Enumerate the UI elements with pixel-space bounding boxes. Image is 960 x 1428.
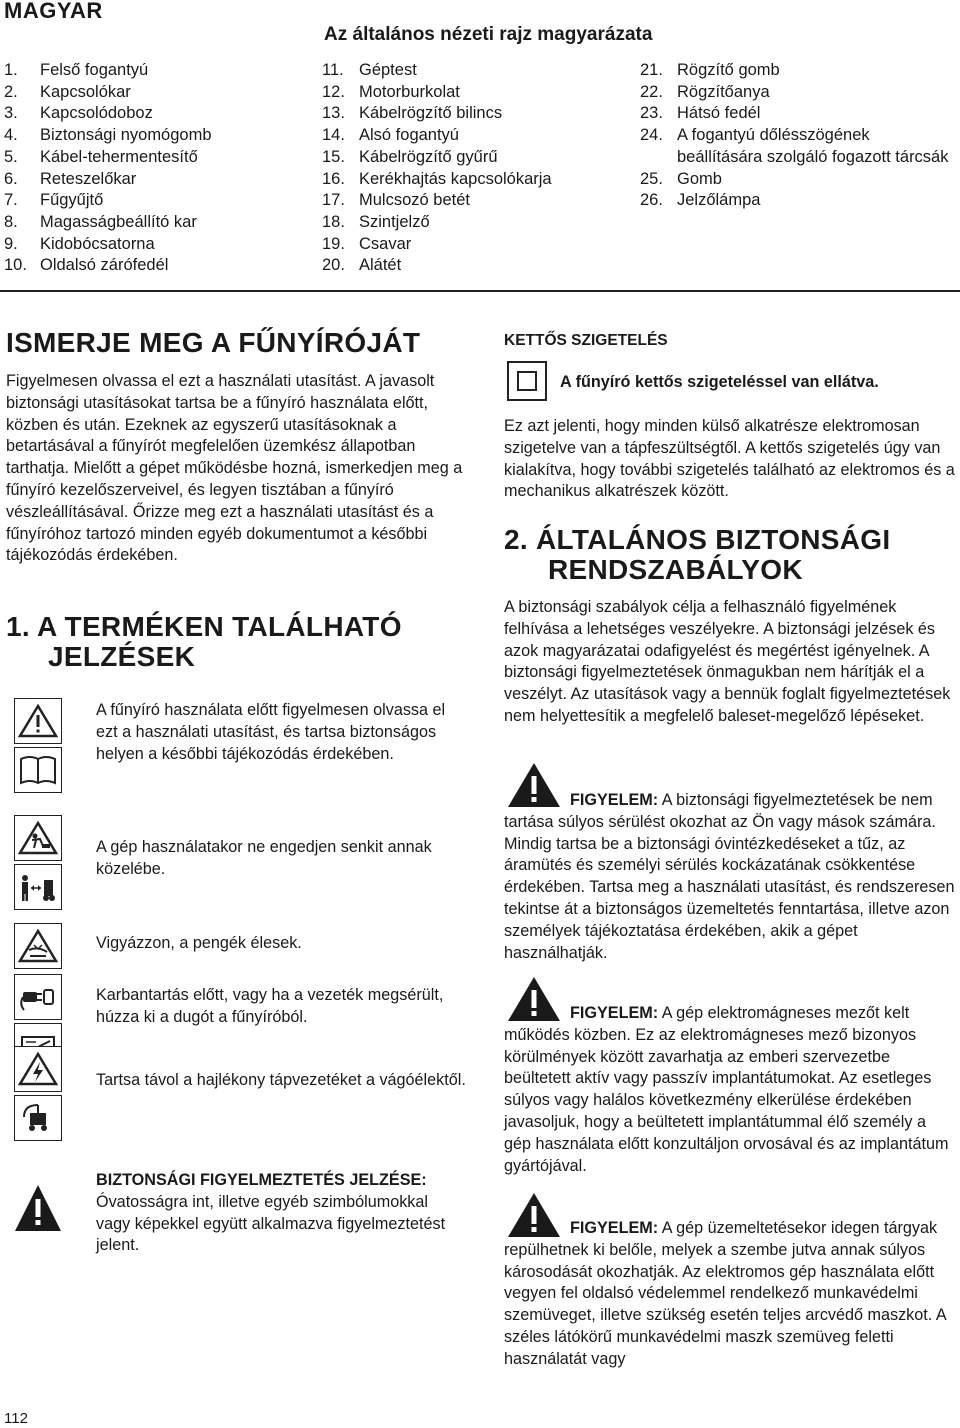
warning-2-label: FIGYELEM: [570, 1004, 659, 1022]
legend-item-number: 15. [322, 147, 345, 166]
sharp-blades-symbol [14, 923, 62, 969]
double-insulation-statement: A fűnyíró kettős szigeteléssel van ellátva. [560, 373, 879, 391]
legend-item [322, 190, 622, 212]
legend-item-label: Felső fogantyú [40, 61, 149, 79]
legend-item [640, 103, 950, 125]
intro-heading: ISMERJE MEG A FŰNYÍRÓJÁT [6, 327, 421, 358]
legend-item [4, 147, 294, 169]
legend-item-label: Kidobócsatorna [40, 234, 155, 253]
legend-item-label: Alsó fogantyú [359, 126, 459, 145]
legend-item [322, 169, 622, 191]
legend-item-label: Kábelrögzítő bilincs [359, 104, 503, 123]
legend-item-label: Fűgyűjtő [40, 191, 104, 210]
legend-item-number: 20. [322, 256, 345, 275]
legend-item-number: 4. [4, 126, 18, 145]
legend-item-label: Kábel-tehermentesítő [40, 147, 198, 166]
section2-text: A biztonsági szabályok célja a felhasználó figyelmének felhívása a lehetséges veszélyekre. A biztonsági jelzések és azok magyarázatai odafigyelést és megértést igényelnek. A biztonsági figyelmeztetések önmagukban nem hárítják el a veszélyt. Az utasítások vagy a bennük foglalt figyelmeztetések nem helyettesítik a megfelelő baleset-megelőző lépéseket. [504, 598, 951, 725]
legend-item [4, 125, 294, 147]
unplug-icon [14, 974, 62, 1020]
book-icon [14, 747, 62, 793]
legend-item [4, 169, 294, 191]
legend-item [640, 169, 950, 191]
legend-item [322, 212, 622, 234]
read-manual-symbol [14, 698, 62, 793]
symbol-2-text: A gép használatakor ne engedjen senkit annak közelébe. [96, 838, 432, 878]
page-number: 112 [4, 1410, 28, 1427]
sharp-blade-icon [14, 923, 62, 969]
safety-sign-label: BIZTONSÁGI FIGYELMEZTETÉS JELZÉSE: [96, 1171, 427, 1189]
legend-item-label: A fogantyú dőlésszögének beállítására szolgáló fogazott tárcsák [677, 126, 949, 166]
legend-item-number: 21. [640, 61, 663, 79]
double-insulation-heading: KETTŐS SZIGETELÉS [504, 332, 668, 349]
legend-item [322, 60, 622, 82]
safety-sign-paragraph [96, 1170, 466, 1257]
warning-icon [14, 698, 62, 744]
intro-text: Figyelmesen olvassa el ezt a használati utasítást. A javasolt biztonsági utasításokat tartsa be a fűnyíró használata előtt, közben és után. Ezeknek az egyszerű utasításoknak a betartásával a fűnyírót megfelelően üzemkész állapotban tarthatja. Mielőtt a gépet működésbe hozná, ismerkedjen meg a fűnyíró kezelőszerveivel, és legyen tisztában a fűnyíró vészleállításával. Őrizze meg ezt a használati utasítást és a fűnyíróhoz tartozó minden egyéb dokumentumot a későbbi tájékozódás érdekében. [6, 372, 463, 565]
legend-item-number: 18. [322, 212, 345, 231]
legend-item-label: Kerékhajtás kapcsolókarja [359, 169, 552, 188]
legend-item-number: 2. [4, 82, 18, 101]
section2-heading-line2: RENDSZABÁLYOK [548, 554, 803, 585]
legend-item-label: Reteszelőkar [40, 169, 137, 188]
legend-item [4, 190, 294, 212]
warning-3-label: FIGYELEM: [570, 1219, 659, 1237]
warning-3-text: A gép üzemeltetésekor idegen tárgyak repülhetnek ki belőle, melyek a szembe jutva annak súlyos károsodását okozhatják. Az elektromos gép használata előtt vegyen fel oldalsó védelemmel rendelkező munkavédelmi szemüveget, illetve szükség esetén teljes arcvédő maszkot. A széles látókörű munkavédelmi maszk szemüveg feletti használatát vagy [504, 1219, 946, 1368]
legend-item-label: Hátsó fedél [677, 104, 761, 123]
warning-1-label: FIGYELEM: [570, 791, 659, 809]
safety-sign-text: Óvatosságra int, illetve egyéb szimbólumokkal vagy képekkel együtt alkalmazva figyelmeztetést jelent. [96, 1192, 446, 1255]
legend-item-label: Magasságbeállító kar [40, 212, 197, 231]
legend-item-number: 5. [4, 147, 18, 166]
legend-item-label: Géptest [359, 61, 417, 79]
legend-item [322, 82, 622, 104]
warning-2-paragraph [504, 1003, 956, 1177]
legend-item-number: 17. [322, 191, 345, 210]
legend-title: Az általános nézeti rajz magyarázata [324, 24, 653, 45]
warning-1-paragraph [504, 790, 956, 964]
symbol-4-text: Karbantartás előtt, vagy ha a vezeték megsérült, húzza ki a dugót a fűnyíróból. [96, 986, 444, 1026]
legend-item [640, 125, 950, 168]
legend-item-number: 25. [640, 169, 663, 188]
legend-item-label: Biztonsági nyomógomb [40, 126, 212, 145]
legend-item-label: Kábelrögzítő gyűrű [359, 147, 498, 166]
legend-item [640, 60, 950, 82]
legend-item [322, 234, 622, 256]
legend-item-number: 23. [640, 104, 663, 123]
thrown-objects-icon [14, 815, 62, 861]
legend-item-label: Kapcsolódoboz [40, 104, 153, 123]
electric-shock-icon [14, 1046, 62, 1092]
bystanders-symbol [14, 815, 62, 910]
legend-column-3 [640, 60, 950, 212]
legend-item-number: 19. [322, 234, 345, 253]
legend-item [640, 190, 950, 212]
legend-item [4, 60, 294, 82]
double-insulation-text: Ez azt jelenti, hogy minden külső alkatrésze elektromosan szigetelve van a tápfeszültségtől. A kettős szigetelés úgy van kialakítva, hogy további szigetelés található az elektromos és a mechanikus alkatrészek között. [504, 417, 955, 501]
legend-item-label: Motorburkolat [359, 82, 460, 101]
legend-item [4, 255, 294, 277]
legend-item-label: Kapcsolókar [40, 82, 131, 101]
legend-item-number: 24. [640, 126, 663, 145]
symbol-3-text: Vigyázzon, a pengék élesek. [96, 934, 302, 952]
legend-column-1 [4, 60, 294, 277]
cable-away-symbol [14, 1046, 62, 1141]
keep-distance-icon [14, 864, 62, 910]
double-insulation-icon [507, 361, 547, 401]
symbol-5-text: Tartsa távol a hajlékony tápvezetéket a vágóélektől. [96, 1071, 466, 1089]
warning-2-text: A gép elektromágneses mezőt kelt működés közben. Ez az elektromágneses mező bizonyos körülmények között zavarhatja az emberi szervezetbe beültetett aktív vagy passzív implantátumokat. Az esetleges súlyos vagy halálos következmény elkerülése érdekében javasoljuk, hogy a beültetett implantátummal élő személy a gép használata előtt konzultáljon orvosával és az implantátum gyártójával. [504, 1004, 949, 1175]
legend-item-number: 16. [322, 169, 345, 188]
legend-item-label: Alátét [359, 256, 402, 275]
warning-3-paragraph [504, 1218, 956, 1371]
legend-item-label: Gomb [677, 169, 722, 188]
legend-item [4, 103, 294, 125]
legend-item-label: Mulcsozó betét [359, 191, 470, 210]
legend-item [322, 147, 622, 169]
legend-item [4, 234, 294, 256]
legend-item [322, 125, 622, 147]
legend-item-number: 13. [322, 104, 345, 123]
legend-item-number: 11. [322, 61, 344, 79]
legend-item-number: 12. [322, 82, 345, 101]
legend-item-number: 10. [4, 256, 27, 275]
legend-item-number: 7. [4, 191, 18, 210]
legend-item-number: 14. [322, 126, 345, 145]
legend-item-number: 6. [4, 169, 18, 188]
legend-column-2 [322, 60, 622, 277]
legend-item-number: 22. [640, 82, 663, 101]
section2-heading-line1: 2. ÁLTALÁNOS BIZTONSÁGI [504, 524, 891, 555]
mower-cable-icon [14, 1095, 62, 1141]
warning-1-text: A biztonsági figyelmeztetések be nem tartása súlyos sérülést okozhat az Ön vagy mások számára. Mindig tartsa be a biztonsági óvintézkedéseket a tűz, az áramütés és személyi sérülés kockázatának csökkentése érdekében. Tartsa meg a használati utasítást, és rendszeresen tekintse át a biztonságos üzemeltetés fenntartása, illetve azon személyek tájékoztatása érdekében, akik a gépet használhatják. [504, 791, 955, 962]
legend-item-number: 9. [4, 234, 18, 253]
safety-alert-icon [14, 1183, 62, 1238]
symbol-1-text: A fűnyíró használata előtt figyelmesen olvassa el ezt a használati utasítást, és tartsa biztonságos helyen a későbbi tájékozódás érdekében. [96, 701, 446, 763]
header-divider [0, 290, 960, 292]
legend-item-label: Csavar [359, 234, 412, 253]
legend-item-label: Rögzítőanya [677, 82, 770, 101]
legend-item-label: Jelzőlámpa [677, 191, 761, 210]
legend-item-label: Oldalsó zárófedél [40, 256, 169, 275]
legend-item [322, 103, 622, 125]
legend-item [322, 255, 622, 277]
language-heading: MAGYAR [4, 0, 103, 23]
legend-item [4, 212, 294, 234]
section1-heading-line2: JELZÉSEK [48, 641, 196, 672]
legend-item-number: 1. [4, 61, 18, 79]
legend-item [640, 82, 950, 104]
section1-heading-line1: 1. A TERMÉKEN TALÁLHATÓ [6, 611, 402, 642]
legend-item-label: Szintjelző [359, 212, 430, 231]
legend-item-number: 26. [640, 191, 663, 210]
legend-item [4, 82, 294, 104]
legend-item-number: 3. [4, 104, 18, 123]
legend-item-label: Rögzítő gomb [677, 61, 780, 79]
legend-item-number: 8. [4, 212, 18, 231]
